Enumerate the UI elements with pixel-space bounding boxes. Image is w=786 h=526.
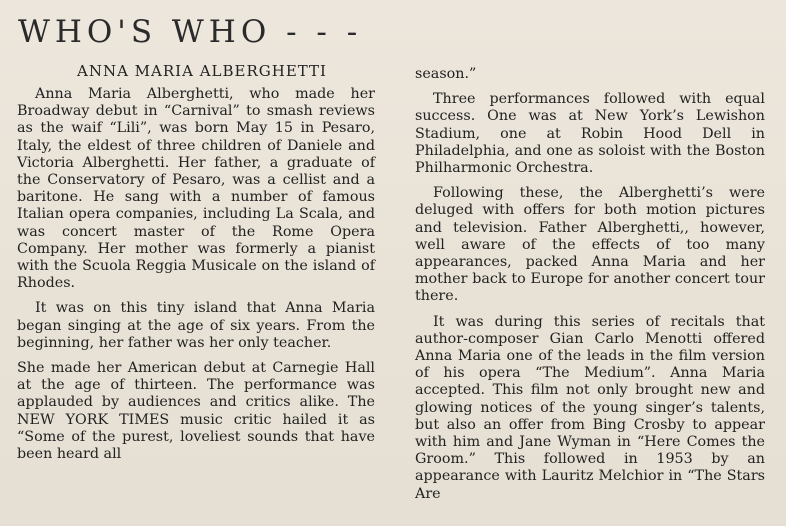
- paragraph: Anna Maria Alberghetti, who made her Broadway debut in “Carnival” to smash reviews as the waif “Lili”, was born May 15 in Pesaro, Italy, the eldest of three children of Daniele and Victoria Alberghetti. Her father, a graduate of the Conservatory of Pesaro, was a cellist and a baritone. He sang with a number of famous Italian opera companies, including La Scala, and was concert master of the Rome Opera Company. Her mother was formerly a pianist with the Scuola Reggia Musicale on the island of Rhodes.: [17, 86, 375, 292]
- page-title: WHO'S WHO - - -: [18, 14, 363, 50]
- paragraph: It was during this series of recitals that author-composer Gian Carlo Menotti offered Anna Maria one of the leads in the film version of his opera “The Medium”. Anna Maria accepted. This film not only brought new and glowing notices of the young singer’s talents, but also an offer from Bing Crosby to appear with him and Jane Wyman in “Here Comes the Groom.” This followed in 1953 by an appearance with Lauritz Melchior in “The Stars Are: [415, 313, 765, 502]
- paragraph: Following these, the Alberghetti’s were deluged with offers for both motion pictures and television. Father Alberghetti,, however, well aware of the effects of too many appearances, packed Anna Maria and her mother back to Europe for another concert tour there.: [415, 185, 765, 305]
- paragraph: It was on this tiny island that Anna Maria began singing at the age of six years. From the beginning, her father was her only teacher.: [17, 300, 375, 351]
- paragraph: season.”: [415, 66, 477, 82]
- right-column: [415, 66, 765, 511]
- left-column: [17, 60, 375, 471]
- article-heading: ANNA MARIA ALBERGHETTI: [77, 62, 327, 80]
- paragraph: She made her American debut at Carnegie Hall at the age of thirteen. The performance was applauded by audiences and critics alike. The NEW YORK TIMES music critic hailed it as “Some of the purest, loveliest sounds that have been heard all: [17, 360, 375, 463]
- paragraph: Three performances followed with equal success. One was at New York’s Lewishon Stadium, one at Robin Hood Dell in Philadelphia, and one as soloist with the Boston Philharmonic Orchestra.: [415, 91, 765, 177]
